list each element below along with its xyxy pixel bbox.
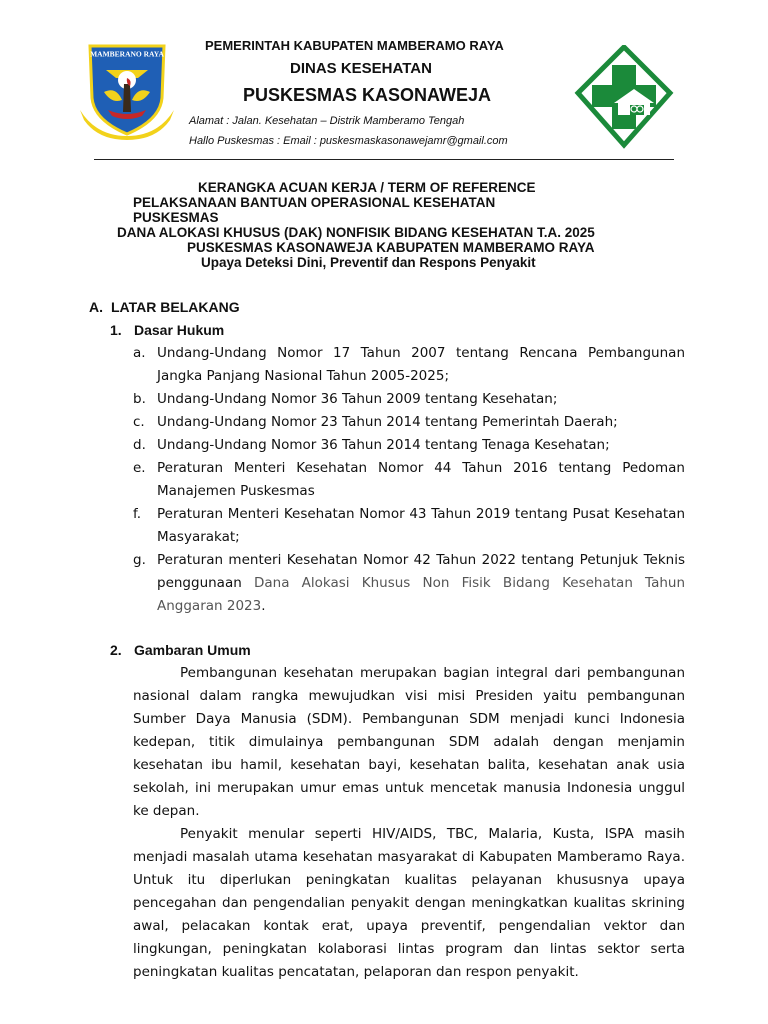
puskesmas-name: PUSKESMAS KASONAWEJA <box>243 85 492 105</box>
subsection-marker: 2. <box>110 642 122 658</box>
list-text: Peraturan Menteri Kesehatan Nomor 44 Tahun 2016 tentang Pedoman Manajemen Puskesmas <box>157 460 685 499</box>
title-subtitle: Upaya Deteksi Dini, Preventif dan Respons Penyakit <box>201 255 536 270</box>
list-text: Peraturan Menteri Kesehatan Nomor 43 Tahun 2019 tentang Pusat Kesehatan Masyarakat; <box>157 506 685 545</box>
paragraph: Penyakit menular seperti HIV/AIDS, TBC, Malaria, Kusta, ISPA masih menjadi masalah utama kesehatan masyarakat di Kabupaten Mamberamo Raya. Untuk itu diperlukan peningkatan kualitas pelayanan khususnya upaya pencegahan dan pengendalian penyakit dengan meningkatkan kualitas skrining awal, pelacakan kontak erat, upaya preventif, pengendalian vektor dan lingkungan, peningkatan kolaborasi lintas program dan lintas sektor serta peningkatan kualitas pencatatan, pelaporan dan respon penyakit. <box>133 826 685 980</box>
list-text: Undang-Undang Nomor 36 Tahun 2014 tentang Tenaga Kesehatan; <box>157 437 610 453</box>
list-item <box>133 388 685 411</box>
paragraph: Pembangunan kesehatan merupakan bagian integral dari pembangunan nasional dalam rangka mewujudkan visi misi Presiden yaitu pembangunan Sumber Daya Manusia (SDM). Pembangunan SDM menjadi kunci Indonesia kedepan, titik dimulainya pembangunan SDM adalah dengan menjamin kesehatan ibu hamil, kesehatan bayi, kesehatan balita, kesehatan anak usia sekolah, ini merupakan umur emas untuk mencetak manusia Indonesia unggul ke depan. <box>133 665 685 819</box>
section-marker: A. <box>89 299 103 315</box>
emblem-label: MAMBERANO RAYA <box>90 49 164 59</box>
list-item <box>133 457 685 503</box>
title-line: PELAKSANAAN BANTUAN OPERASIONAL KESEHATAN <box>133 195 496 210</box>
list-marker: e. <box>133 460 146 476</box>
list-text-end: . <box>261 598 266 614</box>
address-line: Alamat : Jalan. Kesehatan – Distrik Mamberamo Tengah <box>189 115 465 127</box>
subsection-title: Gambaran Umum <box>134 642 251 658</box>
general-overview <box>133 662 685 984</box>
list-text: Undang-Undang Nomor 36 Tahun 2009 tentang Kesehatan; <box>157 391 558 407</box>
title-line: PUSKESMAS KASONAWEJA KABUPATEN MAMBERAMO RAYA <box>187 240 595 255</box>
section-heading <box>89 299 240 315</box>
title-line: KERANGKA ACUAN KERJA / TERM OF REFERENCE <box>198 180 536 195</box>
title-line: DANA ALOKASI KHUSUS (DAK) NONFISIK BIDANG KESEHATAN T.A. 2025 <box>117 225 595 240</box>
subsection-marker: 1. <box>110 322 122 338</box>
list-text: Undang-Undang Nomor 23 Tahun 2014 tentang Pemerintah Daerah; <box>157 414 618 430</box>
letterhead <box>0 0 768 165</box>
list-item <box>133 503 685 549</box>
contact-line: Hallo Puskesmas : Email : puskesmaskasonawejamr@gmail.com <box>189 135 508 147</box>
subsection-heading <box>110 322 224 338</box>
list-marker: a. <box>133 345 146 361</box>
list-item <box>133 342 685 388</box>
list-text: Peraturan menteri Kesehatan Nomor 42 Tahun 2022 tentang Petunjuk Teknis penggunaan <box>157 552 685 591</box>
government-name: PEMERINTAH KABUPATEN MAMBERAMO RAYA <box>205 38 504 53</box>
department-name: DINAS KESEHATAN <box>290 60 432 77</box>
list-item <box>133 434 685 457</box>
puskesmas-cross-icon <box>574 45 674 149</box>
list-marker: b. <box>133 391 146 407</box>
list-text-linked: Dana Alokasi Khusus Non Fisik Bidang Kesehatan Tahun Anggaran 2023 <box>157 575 686 614</box>
subsection-title: Dasar Hukum <box>134 322 225 338</box>
list-marker: f. <box>133 506 142 522</box>
legal-basis-list <box>133 342 685 618</box>
list-item <box>133 411 685 434</box>
list-text: Undang-Undang Nomor 17 Tahun 2007 tentang Rencana Pembangunan Jangka Panjang Nasional Tahun 2005-2025; <box>157 345 685 384</box>
section-title: LATAR BELAKANG <box>111 299 240 315</box>
list-item <box>133 549 685 618</box>
list-marker: g. <box>133 552 146 568</box>
subsection-heading <box>110 642 251 658</box>
list-marker: c. <box>133 414 145 430</box>
letterhead-divider <box>94 159 674 160</box>
regency-emblem-icon <box>76 40 178 140</box>
list-marker: d. <box>133 437 146 453</box>
title-line: PUSKESMAS <box>133 210 219 225</box>
